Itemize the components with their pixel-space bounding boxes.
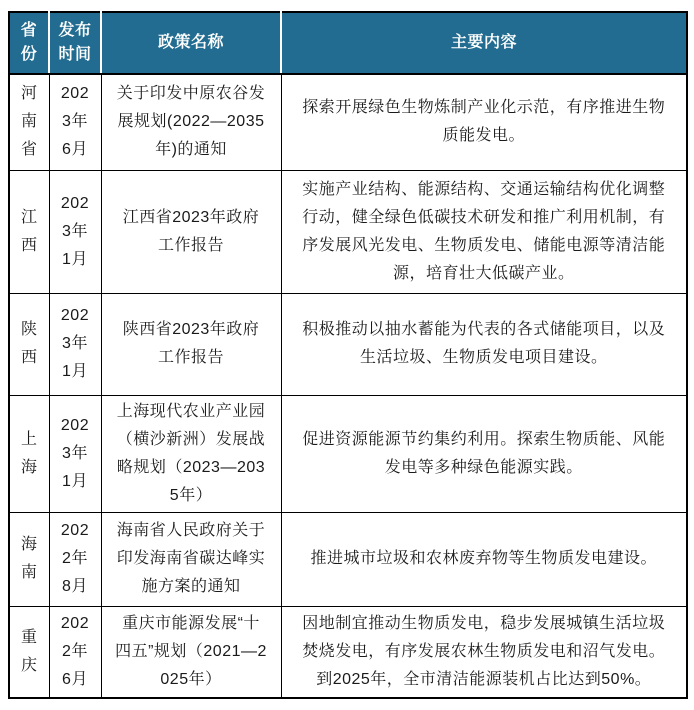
cell-date: 2023年1月 [49,170,101,293]
cell-policy: 陕西省2023年政府工作报告 [101,293,281,395]
table-row [9,170,687,293]
header-cell-content: 主要内容 [281,12,687,74]
header-cell-date: 发布时间 [49,12,101,74]
table-row [9,395,687,512]
cell-policy: 江西省2023年政府工作报告 [101,170,281,293]
cell-province: 重庆 [9,606,49,698]
cell-date: 2023年6月 [49,74,101,170]
cell-province: 陕西 [9,293,49,395]
policy-table [8,11,688,699]
cell-content: 探索开展绿色生物炼制产业化示范，有序推进生物质能发电。 [281,74,687,170]
cell-date: 2022年8月 [49,512,101,606]
cell-content: 促进资源能源节约集约利用。探索生物质能、风能发电等多种绿色能源实践。 [281,395,687,512]
cell-policy: 关于印发中原农谷发展规划(2022—2035年)的通知 [101,74,281,170]
policy-table-container [8,11,688,699]
cell-province: 江西 [9,170,49,293]
table-row [9,606,687,698]
header-cell-province: 省份 [9,12,49,74]
cell-date: 2023年1月 [49,395,101,512]
header-row [9,12,687,74]
cell-date: 2023年1月 [49,293,101,395]
table-row [9,293,687,395]
cell-province: 上海 [9,395,49,512]
cell-province: 海南 [9,512,49,606]
table-row [9,74,687,170]
cell-province: 河南省 [9,74,49,170]
cell-content: 实施产业结构、能源结构、交通运输结构优化调整行动，健全绿色低碳技术研发和推广利用机制，有序发展风光发电、生物质发电、储能电源等清洁能源，培育壮大低碳产业。 [281,170,687,293]
header-cell-policy: 政策名称 [101,12,281,74]
cell-content: 因地制宜推动生物质发电，稳步发展城镇生活垃圾焚烧发电，有序发展农林生物质发电和沼气发电。到2025年，全市清洁能源装机占比达到50%。 [281,606,687,698]
cell-policy: 海南省人民政府关于印发海南省碳达峰实施方案的通知 [101,512,281,606]
cell-content: 积极推动以抽水蓄能为代表的各式储能项目，以及生活垃圾、生物质发电项目建设。 [281,293,687,395]
table-row [9,512,687,606]
cell-policy: 上海现代农业产业园（横沙新洲）发展战略规划（2023—2035年） [101,395,281,512]
cell-content: 推进城市垃圾和农林废弃物等生物质发电建设。 [281,512,687,606]
cell-date: 2022年6月 [49,606,101,698]
cell-policy: 重庆市能源发展“十四五”规划（2021—2025年） [101,606,281,698]
